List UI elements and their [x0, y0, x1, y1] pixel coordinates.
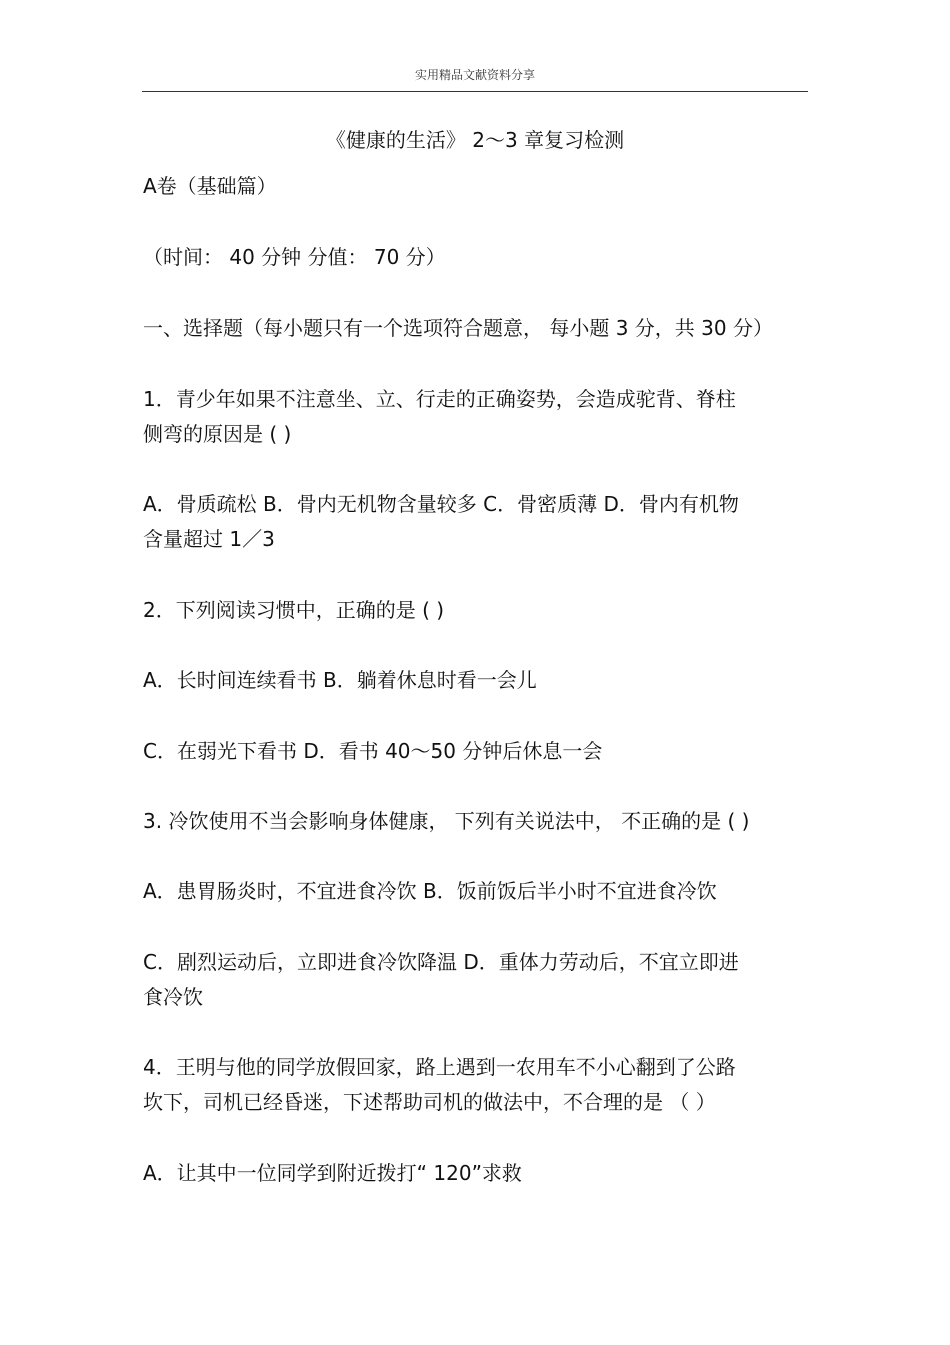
question-4-line-2: 坎下，司机已经昏迷，下述帮助司机的做法中，不合理的是 （ ）: [143, 1090, 716, 1114]
question-1-options-line-1: A．骨质疏松 B．骨内无机物含量较多 C．骨密质薄 D．骨内有机物: [143, 492, 739, 516]
question-2-options-cd: C．在弱光下看书 D．看书 40～50 分钟后休息一会: [143, 739, 603, 763]
question-1-options-line-2: 含量超过 1／3: [143, 527, 275, 551]
document-title: 《健康的生活》 2～3 章复习检测: [325, 128, 625, 152]
page-header-text: 实用精品文献资料分享: [414, 68, 535, 82]
question-3-options-cd-line-1: C．剧烈运动后，立即进食冷饮降温 D．重体力劳动后，不宜立即进: [143, 950, 739, 974]
question-1-line-1: 1．青少年如果不注意坐、立、行走的正确姿势，会造成驼背、脊柱: [143, 387, 736, 411]
question-3-options-cd-line-2: 食冷饮: [143, 985, 203, 1009]
question-1-line-2: 侧弯的原因是 ( ): [143, 422, 292, 446]
part-heading: 一、选择题（每小题只有一个选项符合题意， 每小题 3 分，共 30 分）: [143, 316, 773, 340]
question-2-stem: 2．下列阅读习惯中，正确的是 ( ): [143, 598, 445, 622]
question-4-line-1: 4．王明与他的同学放假回家，路上遇到一农用车不小心翻到了公路: [143, 1055, 736, 1079]
time-info: （时间： 40 分钟 分值： 70 分）: [143, 245, 446, 269]
section-label: A卷（基础篇）: [143, 174, 277, 198]
question-4-option-a: A．让其中一位同学到附近拨打“ 120”求救: [143, 1161, 522, 1185]
question-3-stem: 3. 冷饮使用不当会影响身体健康， 下列有关说法中， 不正确的是 ( ): [143, 809, 750, 833]
question-2-options-ab: A．长时间连续看书 B．躺着休息时看一会儿: [143, 668, 537, 692]
header-divider: [142, 91, 808, 92]
question-3-options-ab: A．患胃肠炎时，不宜进食冷饮 B．饭前饭后半小时不宜进食冷饮: [143, 879, 717, 903]
